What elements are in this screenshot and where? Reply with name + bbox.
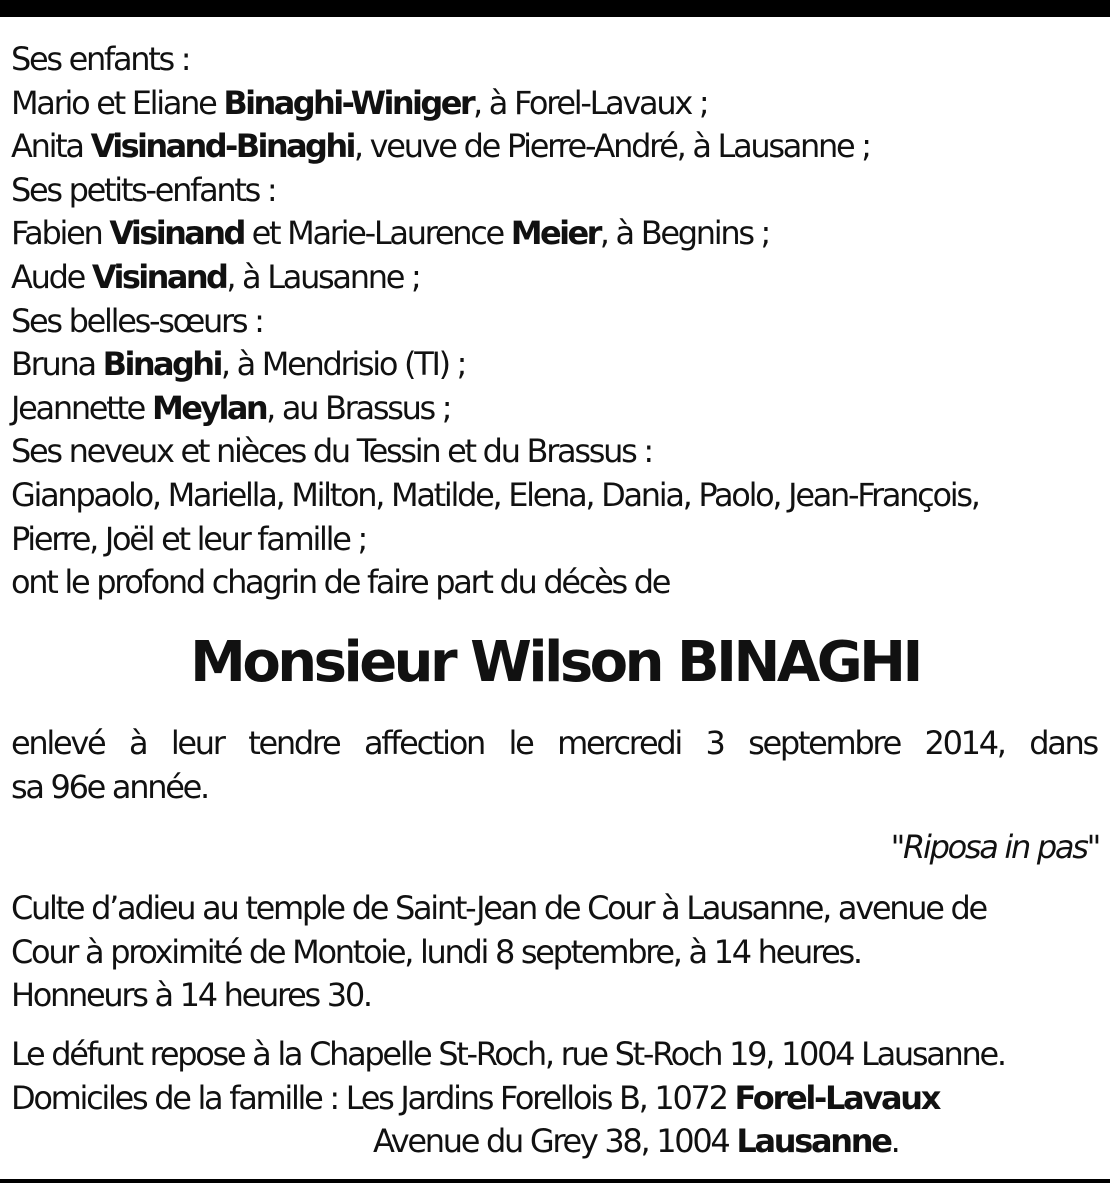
child2-location: , veuve de Pierre-André, à Lausanne ; xyxy=(353,127,870,166)
domicile-line-2 xyxy=(11,1120,1097,1164)
address1-street: Les Jardins Forellois B, 1072 xyxy=(345,1078,735,1117)
sisters-in-law-heading: Ses belles-sœurs : xyxy=(11,301,263,340)
death-notice-word: mercredi xyxy=(557,724,681,762)
rest-location-line: Le défunt repose à la Chapelle St-Roch, rue St-Roch 19, 1004 Lausanne. xyxy=(11,1035,1005,1073)
service-line-3: Honneurs à 14 heures 30. xyxy=(11,976,371,1015)
sil2-location: , au Brassus ; xyxy=(266,388,451,427)
deceased-name: Monsieur Wilson BINAGHI xyxy=(190,630,920,695)
child-line-2 xyxy=(11,125,1097,169)
death-notice-word: à xyxy=(128,724,147,762)
gc2-surname: Visinand xyxy=(91,257,227,296)
death-notice xyxy=(11,722,1097,809)
domicile-line-1 xyxy=(11,1077,1097,1121)
nephews-names-line-2: Pierre, Joël et leur famille ; xyxy=(11,519,366,558)
death-notice-word: tendre xyxy=(248,724,340,762)
child2-first-name: Anita xyxy=(11,127,91,166)
grandchild-line-1 xyxy=(11,212,1097,256)
child1-first-names: Mario et Eliane xyxy=(11,83,224,122)
address2-street: Avenue du Grey 38, 1004 xyxy=(373,1122,737,1161)
gc2-location: , à Lausanne ; xyxy=(226,257,420,296)
children-heading: Ses enfants : xyxy=(11,40,190,78)
gc1-surname: Visinand xyxy=(109,214,244,253)
gc2-first-name: Aude xyxy=(11,257,92,296)
child1-location: , à Forel-Lavaux ; xyxy=(473,83,708,122)
sil2-surname: Meylan xyxy=(151,388,267,427)
sister-in-law-line-2 xyxy=(11,387,1097,431)
gc1-partner-surname: Meier xyxy=(510,214,600,253)
gc1-partner-first-name: et Marie-Laurence xyxy=(243,214,511,253)
death-notice-word: le xyxy=(508,724,533,762)
gc1-first-name: Fabien xyxy=(11,214,110,253)
address2-city: Lausanne xyxy=(736,1122,891,1161)
announcement-line: ont le profond chagrin de faire part du décès de xyxy=(11,563,670,602)
sil1-surname: Binaghi xyxy=(102,345,221,384)
quote: "Riposa in pas" xyxy=(890,828,1099,866)
nephews-heading: Ses neveux et nièces du Tessin et du Brassus : xyxy=(11,432,652,471)
domicile-label: Domiciles de la famille : xyxy=(11,1078,346,1117)
child-line-1 xyxy=(11,82,1097,126)
top-rule xyxy=(0,0,1110,17)
service-line-2: Cour à proximité de Montoie, lundi 8 septembre, à 14 heures. xyxy=(11,932,861,971)
nephews-names-line-1: Gianpaolo, Mariella, Milton, Matilde, Elena, Dania, Paolo, Jean-François, xyxy=(11,475,979,514)
death-notice-word: 2014, xyxy=(924,724,1005,762)
child1-surname: Binaghi-Winiger xyxy=(223,83,474,122)
sil1-location: , à Mendrisio (TI) ; xyxy=(220,345,466,384)
child2-surname: Visinand-Binaghi xyxy=(90,127,354,166)
death-notice-word: enlevé xyxy=(11,724,105,762)
death-notice-word: 3 xyxy=(705,724,724,762)
grandchildren-heading: Ses petits-enfants : xyxy=(11,170,276,209)
sister-in-law-line-1 xyxy=(11,343,1097,387)
bottom-rule xyxy=(0,1179,1110,1183)
sil2-first-name: Jeannette xyxy=(11,388,152,427)
death-notice-word: leur xyxy=(170,724,224,762)
service-line-1: Culte d’adieu au temple de Saint-Jean de Cour à Lausanne, avenue de xyxy=(11,889,986,927)
rest-and-domiciles xyxy=(11,1033,1097,1164)
service-details xyxy=(11,887,1097,1018)
death-notice-word: septembre xyxy=(748,724,900,762)
sil1-first-name: Bruna xyxy=(11,345,103,384)
death-notice-line-2: sa 96e année. xyxy=(11,767,208,806)
death-notice-word: dans xyxy=(1029,724,1097,762)
gc1-location: , à Begnins ; xyxy=(599,214,770,253)
death-notice-line-1 xyxy=(11,722,1097,766)
address2-period: . xyxy=(890,1122,899,1161)
family-list xyxy=(11,38,1097,605)
address1-city: Forel-Lavaux xyxy=(734,1078,940,1117)
death-notice-word: affection xyxy=(363,724,484,762)
grandchild-line-2 xyxy=(11,256,1097,300)
